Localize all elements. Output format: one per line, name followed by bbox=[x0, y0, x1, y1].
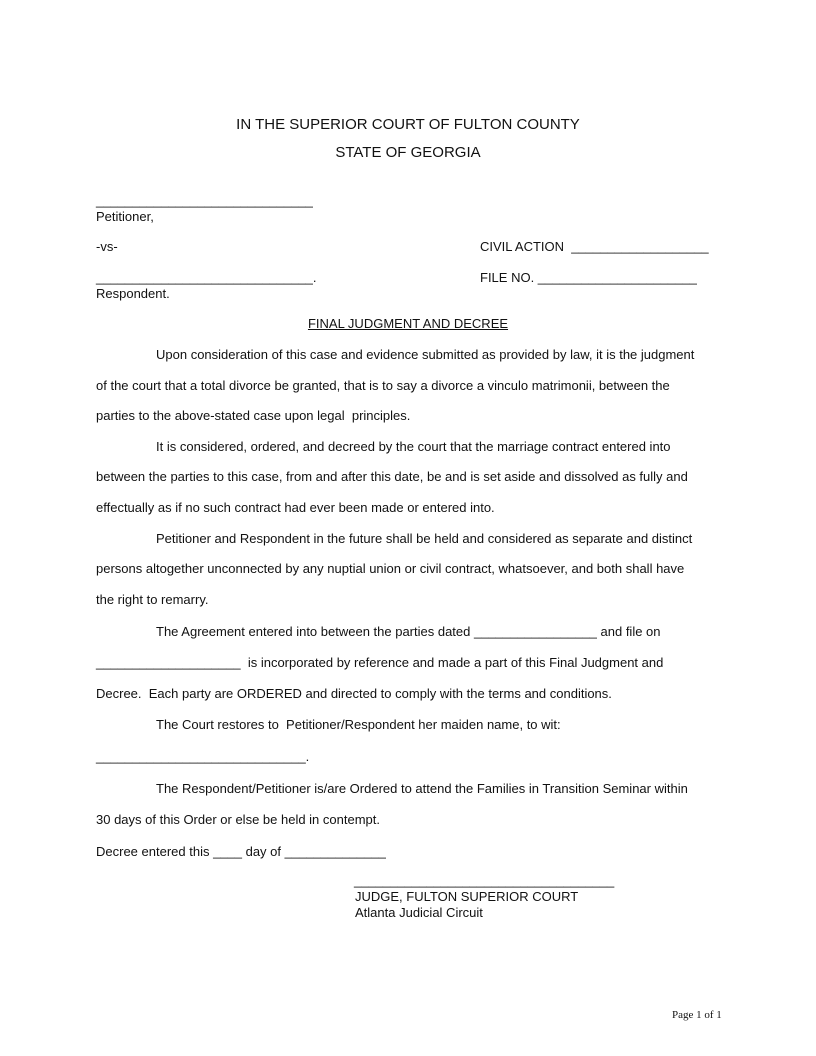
file-no-field: FILE NO. ______________________ bbox=[480, 270, 697, 285]
body-line: The Court restores to Petitioner/Respondent her maiden name, to wit: bbox=[156, 717, 561, 732]
decree-date-line: Decree entered this ____ day of ______________ bbox=[96, 844, 386, 859]
respondent-label: Respondent. bbox=[96, 286, 170, 301]
court-title: IN THE SUPERIOR COURT OF FULTON COUNTY bbox=[236, 116, 580, 133]
civil-action-field: CIVIL ACTION ___________________ bbox=[480, 239, 709, 254]
petitioner-blank: ______________________________ bbox=[96, 193, 313, 208]
judge-title: JUDGE, FULTON SUPERIOR COURT bbox=[355, 889, 579, 904]
body-line: effectually as if no such contract had ever been made or entered into. bbox=[96, 500, 495, 515]
signature-line: ____________________________________ bbox=[354, 873, 615, 888]
body-line: parties to the above-stated case upon legal principles. bbox=[96, 408, 411, 423]
body-line: Petitioner and Respondent in the future shall be held and considered as separate and distinct bbox=[156, 531, 693, 546]
state-title: STATE OF GEORGIA bbox=[335, 144, 481, 161]
body-line: between the parties to this case, from and after this date, be and is set aside and dissolved as fully and bbox=[96, 469, 688, 484]
body-line: ____________________ is incorporated by reference and made a part of this Final Judgment and bbox=[96, 655, 664, 670]
versus-label: -vs- bbox=[96, 239, 118, 254]
body-line: It is considered, ordered, and decreed by the court that the marriage contract entered into bbox=[156, 439, 671, 454]
respondent-blank: ______________________________. bbox=[96, 270, 317, 285]
body-line: persons altogether unconnected by any nuptial union or civil contract, whatsoever, and both shall have bbox=[96, 561, 685, 576]
body-line: The Respondent/Petitioner is/are Ordered to attend the Families in Transition Seminar within bbox=[156, 781, 688, 796]
body-line: 30 days of this Order or else be held in contempt. bbox=[96, 812, 380, 827]
judicial-circuit: Atlanta Judicial Circuit bbox=[355, 905, 483, 920]
body-line: Decree. Each party are ORDERED and directed to comply with the terms and conditions. bbox=[96, 686, 612, 701]
body-line: of the court that a total divorce be granted, that is to say a divorce a vinculo matrimonii, between the bbox=[96, 378, 670, 393]
body-line: The Agreement entered into between the parties dated _________________ and file on bbox=[156, 624, 661, 639]
body-line: the right to remarry. bbox=[96, 592, 209, 607]
document-title: FINAL JUDGMENT AND DECREE bbox=[307, 316, 509, 331]
page-number: Page 1 of 1 bbox=[672, 1009, 722, 1021]
petitioner-label: Petitioner, bbox=[96, 209, 154, 224]
maiden-name-blank: _____________________________. bbox=[96, 749, 310, 764]
body-line: Upon consideration of this case and evidence submitted as provided by law, it is the judgment bbox=[156, 347, 695, 362]
